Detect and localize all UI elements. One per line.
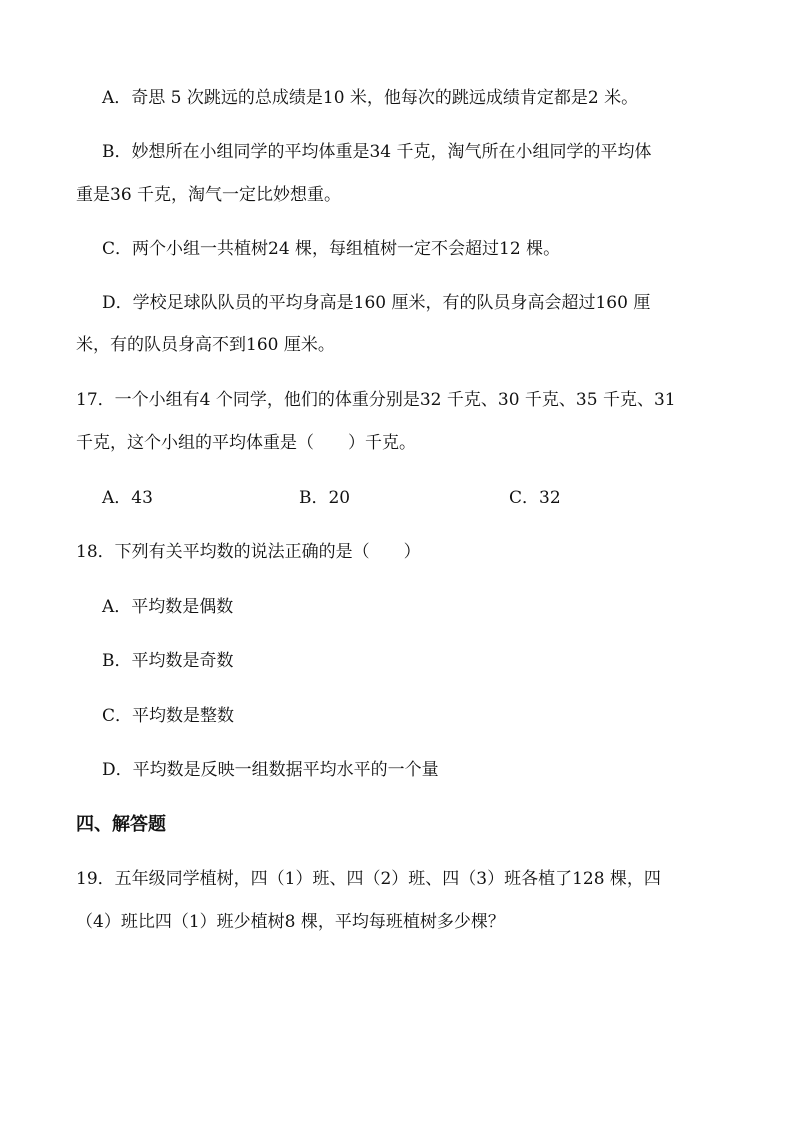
q18-stem: 18．下列有关平均数的说法正确的是（ ） (76, 542, 421, 562)
q16-option-b-line1: B．妙想所在小组同学的平均体重是34 千克，淘气所在小组同学的平均体 (102, 142, 652, 162)
q17-stem-line1: 17．一个小组有4 个同学，他们的体重分别是32 千克、30 千克、35 千克、31 (76, 390, 676, 410)
q18-option-d: D．平均数是反映一组数据平均水平的一个量 (102, 760, 439, 780)
q19-stem-line2: （4）班比四（1）班少植树8 棵，平均每班植树多少棵？ (76, 912, 505, 932)
q17-option-a: A．43 (102, 488, 153, 508)
q19-stem-line1: 19．五年级同学植树，四（1）班、四（2）班、四（3）班各植了128 棵，四 (76, 869, 661, 889)
q17-option-c: C．32 (509, 488, 561, 508)
q18-option-c: C．平均数是整数 (102, 706, 235, 726)
q16-option-a: A．奇思 5 次跳远的总成绩是10 米，他每次的跳远成绩肯定都是2 米。 (102, 88, 639, 108)
q17-option-b: B．20 (299, 488, 351, 508)
q16-option-b-line2: 重是36 千克，淘气一定比妙想重。 (76, 185, 342, 205)
q16-option-c: C．两个小组一共植树24 棵，每组植树一定不会超过12 棵。 (102, 239, 561, 259)
q18-option-a: A．平均数是偶数 (102, 597, 234, 617)
q18-option-b: B．平均数是奇数 (102, 651, 234, 671)
q16-option-d-line1: D．学校足球队队员的平均身高是160 厘米，有的队员身高会超过160 厘 (102, 293, 651, 313)
section-heading-answer-questions: 四、解答题 (76, 814, 166, 835)
q17-stem-line2: 千克，这个小组的平均体重是（ ）千克。 (76, 433, 416, 453)
q16-option-d-line2: 米，有的队员身高不到160 厘米。 (76, 335, 335, 355)
